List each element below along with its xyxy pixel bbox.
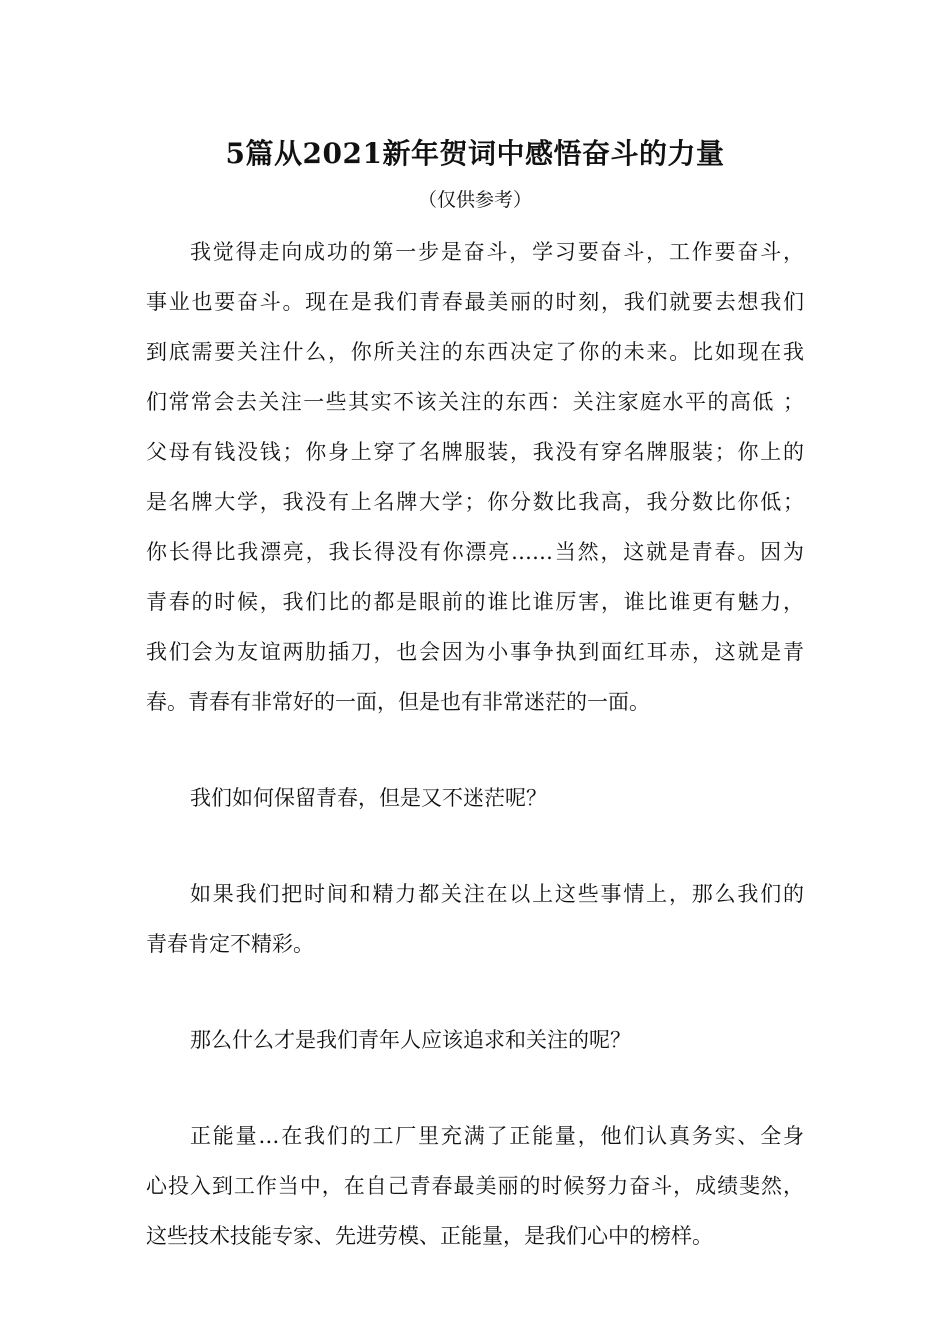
text-line: 们常常会去关注一些其实不该关注的东西：关注家庭水平的高低 ； [146,390,804,414]
text-line: 到底需要关注什么，你所关注的东西决定了你的未来。比如现在我 [146,340,804,364]
text-line: 这些技术技能专家、先进劳模、正能量，是我们心中的榜样。 [146,1224,713,1248]
text-line: 是名牌大学，我没有上名牌大学；你分数比我高，我分数比你低； [146,490,804,514]
text-line: 我们会为友谊两肋插刀，也会因为小事争执到面红耳赤，这就是青 [146,640,804,664]
text-line: 父母有钱没钱；你身上穿了名牌服装，我没有穿名牌服装；你上的 [146,440,804,464]
paragraph-3 [146,874,804,974]
paragraph-2 [146,778,804,828]
text-line: 你长得比我漂亮，我长得没有你漂亮……当然，这就是青春。因为 [146,540,804,564]
paragraph-5 [146,1116,804,1266]
text-line: 事业也要奋斗。现在是我们青春最美丽的时刻，我们就要去想我们 [146,290,804,314]
paragraph-1 [146,232,804,732]
text-line: 心投入到工作当中，在自己青春最美丽的时候努力奋斗，成绩斐然， [146,1174,804,1198]
text-line: 青春的时候，我们比的都是眼前的谁比谁厉害，谁比谁更有魅力， [146,590,804,614]
text-line: 正能量…在我们的工厂里充满了正能量，他们认真务实、全身 [190,1124,804,1148]
text-line: 我们如何保留青春，但是又不迷茫呢？ [190,786,547,810]
text-line: 青春肯定不精彩。 [146,932,314,956]
document-title: 5篇从2021新年贺词中感悟奋斗的力量 [225,137,725,170]
document-subtitle: （仅供参考） [417,189,532,211]
text-line: 春。青春有非常好的一面，但是也有非常迷茫的一面。 [146,690,650,714]
paragraph-4 [146,1020,804,1070]
text-line: 那么什么才是我们青年人应该追求和关注的呢？ [190,1028,631,1052]
text-line: 我觉得走向成功的第一步是奋斗，学习要奋斗，工作要奋斗， [190,240,804,264]
text-line: 如果我们把时间和精力都关注在以上这些事情上，那么我们的 [190,882,804,906]
document-body [146,232,804,1266]
